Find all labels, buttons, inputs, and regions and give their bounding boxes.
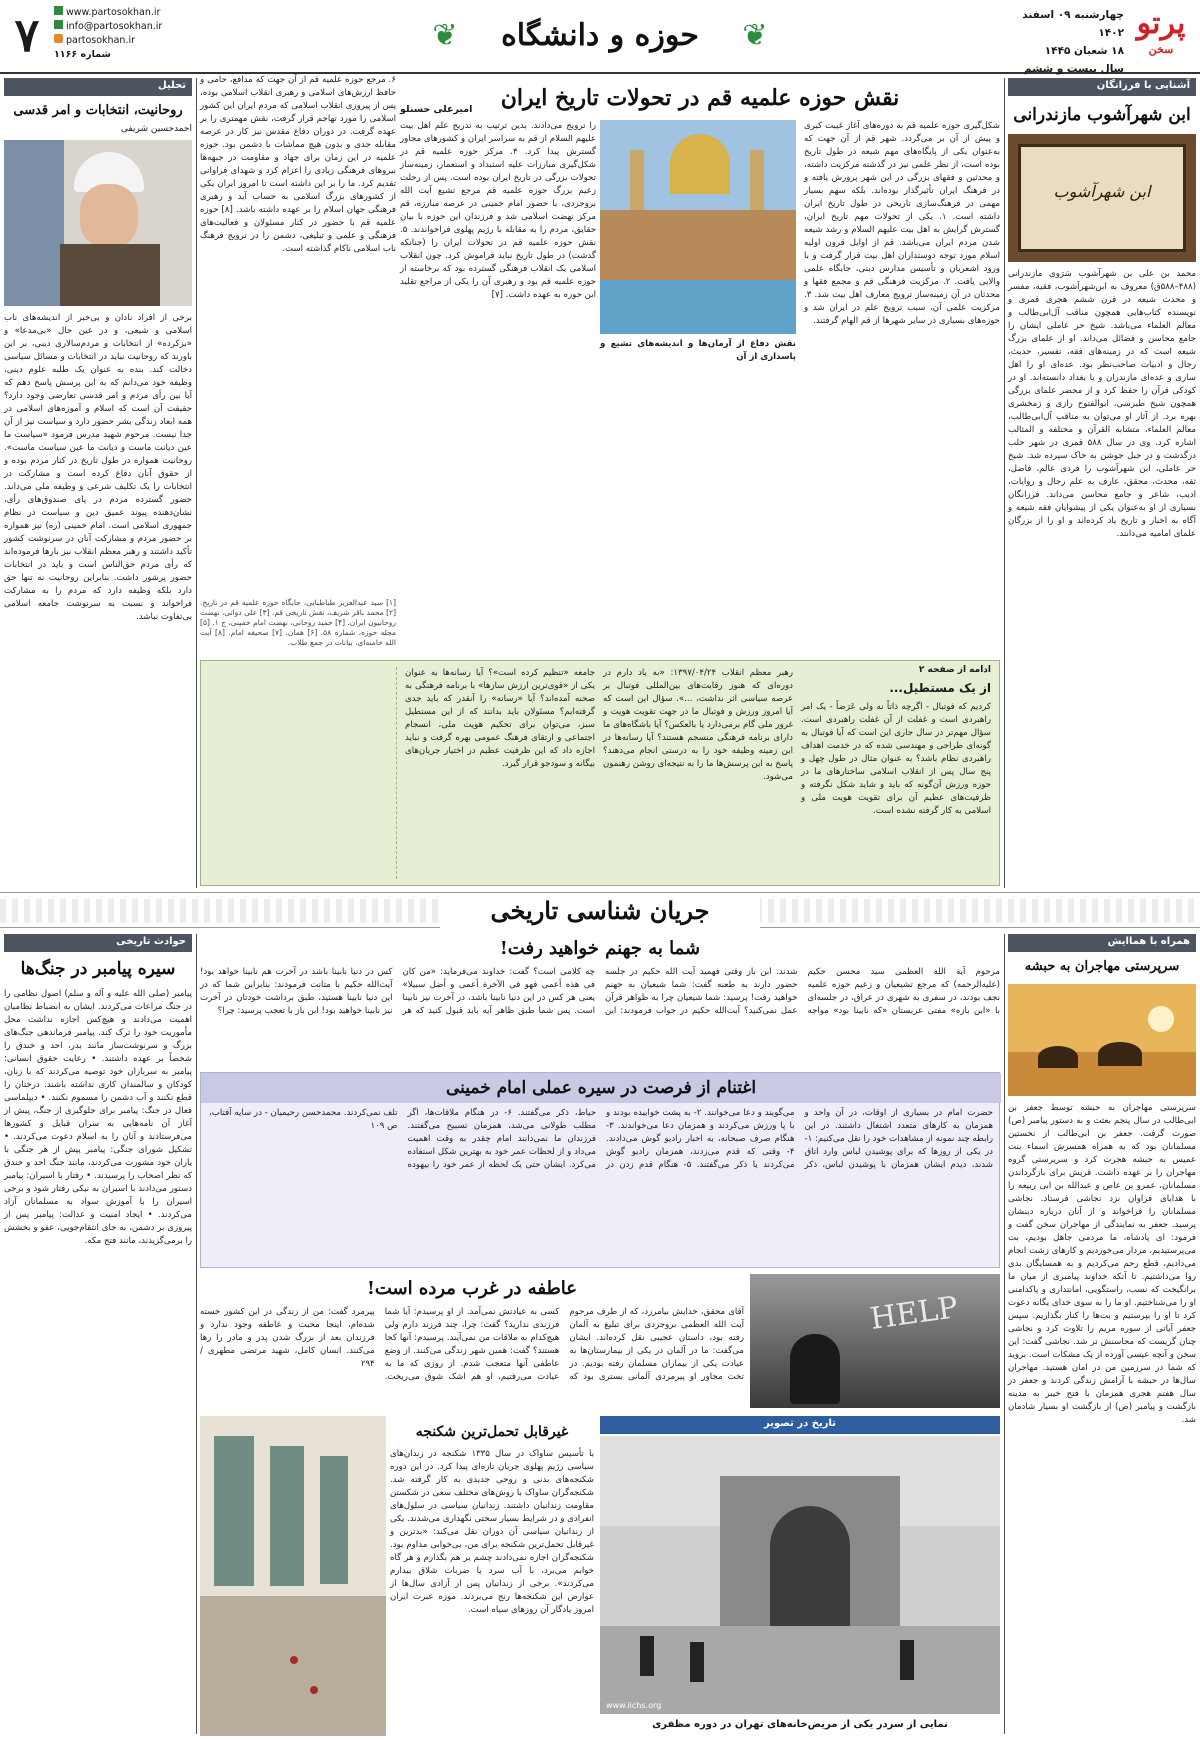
- profile-column: [1008, 78, 1196, 888]
- date-block: [994, 6, 1124, 75]
- continuation-heading: ادامه از صفحه ۲: [918, 665, 991, 675]
- analysis-author: احمدحسین شریفی: [120, 124, 192, 134]
- mail-icon: [54, 20, 63, 29]
- newspaper-logo[interactable]: پرتو سخن: [1136, 6, 1186, 56]
- west-body: آقای محقق، خدایش بیامرزد، که از طرف مرحوم آیت الله العظمی بروجردی برای تبلیغ به آلمان رفته بود، داستان عجیبی نقل کرده‌اند. ایشان می‌گفت: ما در آلمان در یکی از بیمارستان‌ها به عیادت یکی از بیماران مسلمان رفته بودیم. در تخت مجاور او پیرمردی آلمانی بستری بود که کسی به عیادتش نمی‌آمد. از او پرسیدم: آیا شما فرزندی ندارید؟ گفت: چرا، چند فرزند دارم ولی هیچ‌کدام به ملاقات من نمی‌آیند. پرسیدم: آنها کجا هستند؟ گفت: همین شهر زندگی می‌کنند. از وضع عاطفی آنها متعجب شدم. از روزی که ما به عیادت می‌رفتیم، او هم اشک شوق می‌ریخت. پیرمرد گفت: من از زندگی در این کشور خسته شده‌ام، اینجا محبت و عاطفه وجود ندارد و فرزندان بعد از بزرگ شدن پدر و مادر را رها می‌کنند. انسان کامل، شهید مرتضی مطهری / ۲۹۴: [200, 1307, 744, 1382]
- continuation-subheading: از یک مستطیل...: [889, 681, 991, 695]
- masthead: [0, 0, 1200, 74]
- center-author: امیرعلی حسنلو: [400, 104, 473, 115]
- migration-column: [1008, 934, 1196, 1734]
- history-photo-kicker: تاریخ در تصویر: [600, 1416, 1000, 1434]
- email-link[interactable]: info@partosokhan.ir: [54, 20, 194, 34]
- history-band: [0, 892, 1200, 928]
- section-title-wrap: [430, 8, 770, 64]
- date-line-1: چهارشنبه ۰۹ اسفند ۱۴۰۲: [1022, 9, 1124, 39]
- imam-title: اغتنام از فرصت در سیره عملی امام خمینی: [201, 1073, 1001, 1103]
- migration-kicker: همراه با هماایش: [1008, 934, 1196, 952]
- prophet-kicker: حوادث تاریخی: [4, 934, 192, 952]
- west-title: عاطفه در غرب مرده است!: [366, 1278, 578, 1299]
- continuation-decor: [207, 667, 397, 879]
- history-photo-box: [600, 1416, 1000, 1736]
- profile-kicker: آشنایی با فرزانگان: [1008, 78, 1196, 96]
- prophet-body: پیامبر (صلی الله علیه و آله و سلم) اصول نظامی را در جنگ مراعات می‌کردند. ایشان به انضباط نظامیان اهمیت می‌دادند و هیچ‌کس اجازه نداشت محل مأموریت خود را ترک کند. پیامبر فرماندهی جنگ‌های بزرگ و سرنوشت‌ساز مانند بدر، احد و خندق را شخصاً بر عهده داشتند. • رعایت حقوق انسانی: پیامبر به سربازان خود توصیه می‌کردند که با زنان، کودکان و سالمندان کاری نداشته باشند. درختان را قطع نکنند و آب دشمن را مسموم نکنند. • دیپلماسی فعال در جنگ: پیامبر برای جلوگیری از جنگ، پیش از آغاز آن نامه‌هایی به سران قبایل و کشورها می‌فرستادند و آنان را به اسلام دعوت می‌کردند. • تشکیل شورای جنگی: پیامبر پیش از هر جنگی با یاران خود مشورت می‌کردند، مانند جنگ احد و خندق که نظر اصحاب را پرسیدند. • رفتار با اسیران: پیامبر دستور می‌دادند با اسیران به نیکی رفتار شود و برخی اسیران را با آموزش سواد به مسلمانان آزاد می‌کردند. • ایجاد امنیت و عدالت: پیامبر پس از پیروزی بر دشمن، به جای انتقام‌جویی، عفو و بخشش را برمی‌گزیدند، مانند فتح مکه.: [4, 989, 192, 1246]
- website-link[interactable]: www.partosokhan.ir: [54, 6, 194, 20]
- prison-corridor-photo: [200, 1416, 386, 1736]
- continuation-col-a: کردیم که فوتبال - اگرچه ذاتاً نه ولی عَرَضاً - یک امر راهبردی است و غفلت از آن غفلت راهبردی است. سؤال مهم‌تر در سال جاری این است که آیا فوتبال به گونه‌ای طراحی و مهندسی شده که در خدمت اهداف راهبردی نظام باشد؟ به عنوان مثال در طول چهل و پنج سال پس از انقلاب اسلامی ساختارهای ما در حوزه ورزش آن‌گونه که باید و شاید شکل نگرفته و ظرفیت‌های عظیم آن برای تقویت هویت ملی و اسلامی به کار گرفته نشده است.: [801, 702, 991, 816]
- divider: [196, 78, 197, 888]
- imam-box: [200, 1072, 1000, 1268]
- profile-body: محمد بن علی بن شهرآشوب سَرَوی مازندرانی (۴۸۸–۵۸۸ق) معروف به ابن‌شهرآشوب، فقیه، مفسر و محدث شیعه در قرن ششم هجری قمری و نویسنده کتاب‌هایی همچون مناقب آل‌ابی‌طالب و معالم العلماء می‌باشد. شیخ حر عاملی ایشان را جامع محاسن و فضائل می‌داند. او از علمای بزرگ شیعه است که در زمینه‌های فقه، تفسیر، حدیث، رجال و ادبیات صاحب‌نظر بود. عده‌ای او را اهل ساری و عده‌ای مازندران و یا بغداد دانسته‌اند. او در کودکی قرآن را حفظ کرد و از محضر علمای بزرگی همچون شیخ طبرسی، ابوالفتوح رازی و زمخشری بهره برد. از آثار او می‌توان به مناقب آل‌ابی‌طالب، معالم العلماء، متشابه القرآن و مختلفه و المثالب اشاره کرد. وی در سال ۵۸۸ قمری در شهر حلب درگذشت و در جبل جوشن به خاک سپرده شد. شیخ حر عاملی، ابن شهرآشوب را فردی عالم، فاضل، ثقه، محدث، محقق، عارف به علم رجال و روایات، ادیب، شاعر و جامع محاسن می‌داند. فرزانگان بسیاری از او به‌عنوان یکی از پیشوایان فقه شیعه و آگاه به اخبار و تاریخ یاد کرده‌اند و او را از بزرگان علمای امامیه می‌دانند.: [1008, 269, 1197, 539]
- center-references: [۱] سید عبدالعزیز طباطبایی، جایگاه حوزه علمیه قم در تاریخ. [۲] محمد باقر شریف، نقش تاریخی قم. [۳] علی دوانی، نهضت روحانیون ایران. [۴] حمید روحانی، نهضت امام خمینی، ج ۱. [۵] مجله حوزه، شماره ۵۸. [۶] همان. [۷] صحیفه امام. [۸] آیت الله خامنه‌ای، بیانات در جمع طلاب.: [200, 598, 396, 647]
- migration-title: سرپرستی مهاجران به حبشه: [1024, 959, 1180, 974]
- center-col-1: شکل‌گیری حوزه علمیه قم به دوره‌های آغاز غیبت کبری و پیش از آن بر می‌گردد. شهر قم از آن جهت که به‌عنوان یکی از پایگاه‌های مهم شیعه در طول تاریخ بوده است، از نظر علمی نیز در گذشته مرکزیت داشته، و محدثین و فقهای بزرگی در این شهر پرورش یافته و در فرهنگ ایران تأثیرگذار بوده‌اند. بلکه سهم بسیار مهمی در فرهنگ‌سازی تاریخی در طول تاریخ ایران داشته است. ۱. یکی از تحولات مهم تاریخ ایران، گسترش گرایش به اهل بیت علیهم السلام و رشد شیعه شدن مردم ایران می‌باشد. قم از اوایل قرون اولیه اسلام مورد توجه دوستداران اهل بیت قرار گرفت و با ورود اشعریان و تأسیس مدارس دینی، جایگاه علمی والایی یافت. ۲. مرکزیت فرهنگی قم و مجمع فقها و محدثان در آن زمینه‌ساز ترویج معارف اهل بیت شد. ۳. مرکزیت علمی آن، سبب ترویج علم در ایران شد و حوزه‌های بسیاری در سایر شهرها از قم الهام گرفتند.: [804, 121, 1000, 326]
- analysis-kicker: تحلیل: [4, 78, 192, 96]
- help-graffiti: HELP: [867, 1290, 961, 1337]
- web-icon: [54, 6, 63, 15]
- divider: [1004, 934, 1005, 1734]
- imam-body: حضرت امام در بسیاری از اوقات، در آن واحد و همزمان به کارهای متعدد اشتغال داشتند. در این رابطه چند نمونه از مشاهدات خود را نقل می‌کنیم: ۱- در یکی از روزها که برای پوشیدن لباس وارد اتاق شدند، دیدم ایشان همزمان با پوشیدن لباس، ذکر می‌گویند و دعا می‌خوانند. ۲- به پشت خوابیده بودند و با پا ورزش می‌کردند و همزمان دعا می‌خواندند. ۳- هنگام صرف صبحانه، به اخبار رادیو گوش می‌دادند. ۴- وقتی که قدم می‌زدند، همزمان رادیو گوش می‌کردند یا ذکر می‌گفتند. ۵- هنگام قدم زدن در حیاط، ذکر می‌گفتند. ۶- در هنگام ملاقات‌ها، اگر مطلب طولانی می‌شد، همزمان تسبیح می‌گفتند. فرزندان ما نمی‌دانند امام چقدر به وقت اهمیت می‌داد و از لحظات عمر خود به بهترین شکل استفاده می‌کرد. ایشان حتی یک لحظه از عمر خود را بیهوده تلف نمی‌کردند. محمدحسن رحیمیان - در سایه آفتاب، ص ۱۰۹: [209, 1108, 993, 1170]
- profile-title: ابن شهرآشوب مازندرانی: [1013, 105, 1191, 125]
- continuation-col-c: جامعه «تنظیم کرده است»؟ آیا رسانه‌ها به عنوان یکی از «قوی‌ترین ارزش سازها» با برنامه فرهنگی به صحنه آمده‌اند؟ آیا «رسانه» را آنقدر که باید جدی گرفته‌ایم؟ مسئولان باید بدانند که از این مستطیل سبز، می‌توان برای تحکیم هویت ملی، انسجام اجتماعی و ارتقای فرهنگ عمومی بهره گرفت و نباید اجازه داد که این ظرفیت عظیم در اختیار جریان‌های بیگانه و سودجو قرار گیرد.: [405, 668, 595, 769]
- analysis-column: [4, 78, 192, 888]
- instagram-icon: [54, 34, 63, 43]
- analysis-title: روحانیت، انتخابات و امر قدسی: [13, 103, 183, 118]
- contact-block: [54, 6, 194, 66]
- calligraphy-image: [1008, 134, 1196, 262]
- hospital-caption: نمایی از سردر یکی از مریض‌خانه‌های تهران در دوره مظفری: [652, 1719, 948, 1730]
- issue-number: شماره ۱۱۶۶: [54, 49, 111, 60]
- photo-caption: نقش دفاع از آرمان‌ها و اندیشه‌های تشیع و پاسداری از آن: [600, 339, 796, 362]
- hell-body: مرحوم آیة الله العظمی سید محسن حکیم (علیه‌الرحمه) که مرجع تشیعیان و زعیم حوزه علمیه نجف بودند، در سفری به شهری در عراق، در جلسه‌ای با «ابن بازه» مفتی عربستان «که نابینا بود» مواجه شدند. ابن باز وقتی فهمید آیت الله حکیم در جلسه حضور دارند به طعنه گفت: شما شیعیان به جهنم خواهید رفت! پرسید: شما شیعیان چرا به ظواهر قرآن عمل نمی‌کنید؟ آیت‌الله حکیم در جواب فرمودند: این چه کلامی است؟ گفت: خداوند می‌فرماید: «من کان فی هذه أعمی فهو فی الآخرة أعمی و أضل سبیلا» یعنی هر کس در این دنیا نابینا باشد، در آخرت نیز نابینا است. پس شما طبق ظاهر آیه باید قبول کنید که هر کس در دنیا نابینا باشد در آخرت هم نابینا خواهد بود! آیت‌الله حکیم با متانت فرمودند: بنابراین شما که در این دنیا نابینا هستید، طبق برداشت خودتان در آخرت نیز نابینا خواهید بود! ابن باز با تعجب پرسید: چرا؟: [200, 967, 1000, 1016]
- torture-body: با تأسیس ساواک در سال ۱۳۳۵ شکنجه در زندان‌های سیاسی رژیم پهلوی جریان تازه‌ای پیدا کرد. در این دوره شکنجه‌های بدنی و روحی جدیدی به کار گرفته شد. شکنجه‌گران ساواک با روش‌های مختلف سعی در شکستن مقاومت زندانیان داشتند. زندانیان سیاسی در سلول‌های انفرادی و در شرایط بسیار سختی نگهداری می‌شدند. یکی از زندانیان سیاسی آن دوران نقل می‌کند: «بدترین و غیرقابل تحمل‌ترین شکنجه برای من، بی‌خوابی مداوم بود. شکنجه‌گران اجازه نمی‌دادند چشم بر هم بگذارم و هر گاه خوابم می‌برد، با آب سرد یا ضربات شلاق بیدارم می‌کردند». برخی از زندانیان پس از آزادی سال‌ها از عوارض این شکنجه‌ها رنج می‌بردند. موزه عبرت ایران امروز یادگار آن روزهای سیاه است.: [390, 1449, 594, 1615]
- center-col-2: را ترویج می‌دادند. بدین ترتیب به تدریج علم اهل بیت علیهم السلام از قم به سراسر ایران و کشورهای مجاور گسترش پیدا کرد. ۴. مرکز حوزه علمیه قم در شکل‌گیری مبارزات علیه استبداد و استعمار، زمینه‌ساز تحولات بزرگی در تاریخ ایران بوده است. پس از رحلت زعیم بزرگ حوزه علمیه قم مرجع تشیع آیت الله بروجردی، با حضور امام خمینی در عرصه مبارزه، قم مرکز نهضت اسلامی شد و فرزندان این حوزه با بیان حقایق، مردم را به مقابله با رژیم پهلوی فراخواندند. ۵. نقش حوزه علمیه قم در تحولات ایران را (جنانکه گذشت) در طول تاریخ نباید فراموش کرد. چون انقلاب اسلامی یک انقلاب فرهنگی گسترده بود که برخاسته از حوزه علمیه قم بود و رهبری آن را یکی از مراجع تقلید این حوزه به عهده داشت. [۷]: [400, 121, 596, 300]
- divider: [196, 934, 197, 1734]
- calligraphy-text: ابن شهرآشوب: [1053, 182, 1151, 201]
- section-title: حوزه و دانشگاه: [501, 18, 699, 53]
- analysis-body: برخی از افراد نادان و بی‌خبر از اندیشه‌های ناب اسلامی و شیعی، و در عین حال «بی‌مدعا» و «بزکرده» از انتخابات و مردم‌سالاری دینی، بر این باورند که روحانیت نباید در انتخابات و مسائل سیاسی دخالت کند. بنده به عنوان یک طلبه علوم دینی، وظیفه خود می‌دانم که به این پرسش پاسخ دهم که آیا بین رأی مردم و امر قدسی تعارضی وجود دارد؟ حقیقت آن است که اسلام و آموزه‌های اسلامی در همه ابعاد زندگی بشر حضور دارد و سیاست نیز از آن جدا نیست. مرحوم شهید مدرس فرمود «سیاست ما عین دیانت ماست و دیانت ما عین سیاست ماست». روحانیت همواره در طول تاریخ در کنار مردم بوده و از حقوق آنان دفاع کرده است و مشارکت در انتخابات را یک تکلیف شرعی و وظیفه ملی می‌داند. حضور گسترده مردم در پای صندوق‌های رأی، نشان‌دهنده پیوند عمیق دین و سیاست در نظام جمهوری اسلامی است. امام خمینی (ره) نیز همواره بر حضور مردم و مشارکت آنان در سرنوشت کشور تأکید داشتند و رهبر معظم انقلاب نیز بارها فرموده‌اند که رأی مردم حق‌الناس است و باید در انتخابات حضور پرشور داشت. بنابراین روحانیت نه تنها حق دارد بلکه وظیفه دارد که مردم را به مشارکت فراخواند و نسبت به سرنوشت جامعه اسلامی بی‌تفاوت نباشد.: [4, 313, 192, 622]
- prophet-column: [4, 934, 192, 1734]
- date-line-3: سال بیست و ششم: [1023, 63, 1124, 75]
- author-photo: [4, 140, 192, 306]
- caravan-image: [1008, 984, 1196, 1096]
- date-line-2: ۱۸ شعبان ۱۴۴۵: [1044, 45, 1124, 57]
- migration-body: سرپرستی مهاجران به حبشه توسط جعفر بن ابی‌طالب در سال پنجم بعثت و به دستور پیامبر (ص) صورت گرفت. جعفر بن ابی‌طالب از نخستین مسلمانان بود که به همراه همسرش اسماء بنت عمیس به حبشه هجرت کرد و سرپرستی گروه مهاجران را بر عهده داشت. قریش برای بازگرداندن مسلمانان، عمرو بن عاص و عبدالله بن ابی ربیعه را با هدایای فراوان نزد نجاشی فرستاد. نجاشی مسلمانان را فراخواند و از آنان درباره دینشان پرسید. جعفر به نمایندگی از مهاجران سخن گفت و فرمود: ای پادشاه، ما مردمی جاهل بودیم، بت می‌پرستیدیم، مردار می‌خوردیم و کارهای زشت انجام می‌دادیم، قطع رحم می‌کردیم و به همسایگان بدی روا می‌داشتیم. تا آنکه خداوند پیامبری از میان ما برانگیخت که نسب، راستگویی، امانتداری و پاکدامنی او را می‌شناختیم. او ما را به سوی خدای یگانه دعوت کرد تا او را بپرستیم و بت‌ها را کنار بگذاریم. سپس جعفر آیاتی از سوره مریم را تلاوت کرد و نجاشی چنان گریست که محاسنش تر شد. نجاشی گفت: این سخن و آنچه عیسی آورده از یک مشکات است. بروید که شما در سرزمین من در امان هستید. مهاجران سال‌ها در حبشه با آرامش زندگی کردند و جعفر در سال هفتم هجری همزمان با فتح خیبر به مدینه بازگشت و پیامبر (ص) از بازگشت او بسیار شادمان شد.: [1008, 1103, 1196, 1425]
- ornament-left-icon: ❦: [432, 18, 458, 53]
- center-article-title: نقش حوزه علمیه قم در تحولات تاریخ ایران: [500, 85, 900, 111]
- torture-title: غیرقابل تحمل‌ترین شکنجه: [415, 1424, 569, 1440]
- mosque-photo: [600, 120, 796, 334]
- hospital-photo: [600, 1436, 1000, 1714]
- continuation-col-b: رهبر معظم انقلاب ۱۳۹۷/۰۴/۲۴: «به یاد دارم در دوره‌ای که هنوز رقابت‌های بین‌المللی فوتبال بر عرصه سیاسی اثر نداشت، ...». سؤال این است که آیا امروز ورزش و فوتبال ما در جهت تقویت هویت و غرور ملی گام برمی‌دارد یا بالعکس؟ آیا باشگاه‌های ما دارای برنامه فرهنگی منسجم هستند؟ آیا رسانه‌ها در این زمینه وظیفه خود را به درستی انجام می‌دهند؟ پاسخ به این پرسش‌ها ما را به نتیجه‌ای روشن رهنمون می‌شود.: [603, 668, 793, 782]
- photo-credit: www.iichs.org: [606, 1701, 662, 1710]
- center-col-3: ۶. مرجع حوزه علمیه قم از آن جهت که مدافع، حامی و حافظ ارزش‌های اسلامی و رهبری انقلاب اسلامی بوده، پس از پیروزی انقلاب اسلامی که مردم ایران این کشور اسلامی را مورد تهاجم قرار گرفت، نقش مهمتری را بر عهده گرفت. در دوران دفاع مقدس نیز کار در عرصه مقابله جدی و بدون هیچ مماشات با دشمن بود. حوزه علمیه در این زمان برای جهاد و مقاومت در جبهه‌ها نیروهای فرهنگی زیادی را اعزام کرد و شهدای فراوانی تقدیم کرد. ما را بر این داشته است تا امروز ایران یکی از کشورهای بزرگ اسلامی به حساب آید و رهبری فرهنگی جهان اسلام را بر عهده داشته باشد. [۸] حوزه علمیه قم با حضور در کنار مسئولان و فعالیت‌های فرهنگی و علمی و تبلیغی، دشمن را در ترویج فرهنگ ناب اسلامی ناکام گذاشته است.: [200, 75, 396, 254]
- ornament-right-icon: ❦: [742, 18, 768, 53]
- continuation-box: [200, 660, 1000, 886]
- hell-title: شما به جهنم خواهید رفت!: [499, 938, 701, 959]
- prophet-title: سیره پیامبر در جنگ‌ها: [20, 959, 176, 979]
- divider: [1004, 78, 1005, 888]
- page-number: ۷: [14, 8, 40, 62]
- help-wall-photo: [750, 1274, 1000, 1408]
- band-title: جریان شناسی تاریخی: [440, 893, 760, 929]
- social-link[interactable]: partosokhan.ir: [54, 34, 194, 48]
